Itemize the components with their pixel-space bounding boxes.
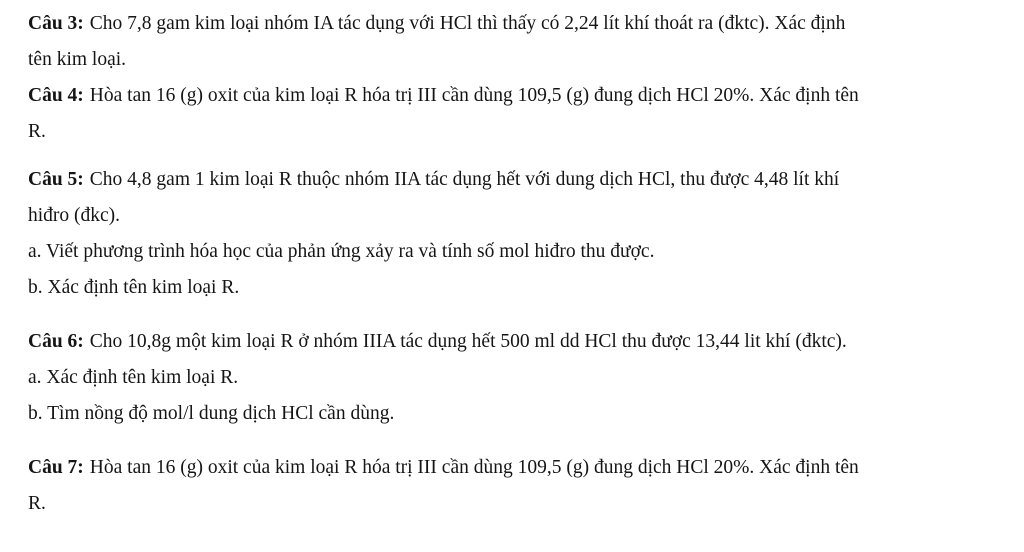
spacer xyxy=(28,306,1014,324)
question-6-part-b: b. Tìm nồng độ mol/l dung dịch HCl cần dùng. xyxy=(28,403,395,424)
question-4-line-1 xyxy=(28,78,1014,114)
question-4-text-1: Hòa tan 16 (g) oxit của kim loại R hóa trị III cần dùng 109,5 (g) đung dịch HCl 20%. Xác định tên xyxy=(89,85,859,106)
question-5-line-2: hiđro (đkc). xyxy=(28,205,121,226)
question-3-line-1 xyxy=(28,6,1014,42)
question-6-line-1 xyxy=(28,324,1014,360)
question-5-line-1 xyxy=(28,162,1014,198)
question-4-line-2: R. xyxy=(28,121,46,142)
question-7-label: Câu 7: xyxy=(28,457,84,478)
question-6-part-a: a. Xác định tên kim loại R. xyxy=(28,367,239,388)
question-5-text-1: Cho 4,8 gam 1 kim loại R thuộc nhóm IIA tác dụng hết với dung dịch HCl, thu được 4,48 lít khí xyxy=(89,169,840,190)
spacer xyxy=(28,432,1014,450)
spacer xyxy=(28,150,1014,162)
question-5-part-b: b. Xác định tên kim loại R. xyxy=(28,277,240,298)
question-5-part-a: a. Viết phương trình hóa học của phản ứng xảy ra và tính số mol hiđro thu được. xyxy=(28,241,655,262)
question-3-text-1: Cho 7,8 gam kim loại nhóm IA tác dụng với HCl thì thấy có 2,24 lít khí thoát ra (đktc). Xác định xyxy=(89,13,846,34)
question-7-text-1: Hòa tan 16 (g) oxit của kim loại R hóa trị III cần dùng 109,5 (g) đung dịch HCl 20%. Xác định tên xyxy=(89,457,859,478)
question-7-line-2: R. xyxy=(28,493,46,514)
question-5-label: Câu 5: xyxy=(28,169,84,190)
question-6-text-1: Cho 10,8g một kim loại R ở nhóm IIIA tác dụng hết 500 ml dd HCl thu được 13,44 lit khí (đktc). xyxy=(89,331,847,352)
question-4-label: Câu 4: xyxy=(28,85,84,106)
question-6-label: Câu 6: xyxy=(28,331,84,352)
question-7-line-1 xyxy=(28,450,1014,486)
question-3-label: Câu 3: xyxy=(28,13,84,34)
question-3-line-2: tên kim loại. xyxy=(28,49,127,70)
